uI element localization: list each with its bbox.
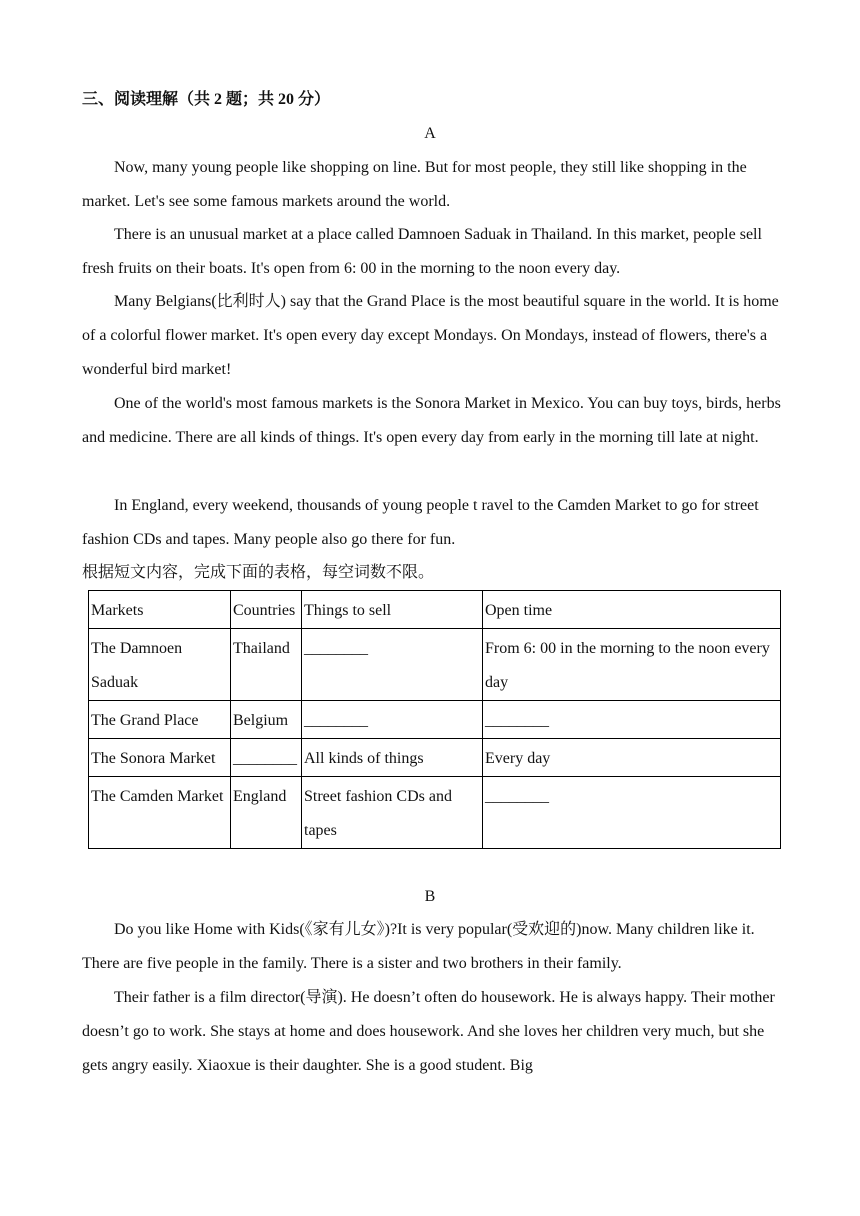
passage-a-paragraph-4: One of the world's most famous markets is the Sonora Market in Mexico. You can buy toys, birds, herbs and medicine. There are all kinds of things. It's open every day from early in the morning till late at night. xyxy=(82,395,781,446)
header-open-time: Open time xyxy=(483,591,781,629)
passage-a-paragraph-5: In England, every weekend, thousands of young people t ravel to the Camden Market to go for street fashion CDs and tapes. Many people also go there for fun. xyxy=(82,497,759,548)
passage-b-paragraph-2: Their father is a film director(导演). He doesn’t often do housework. He is always happy. Their mother doesn’t go to work. She stays at home and does housework. And she loves her children very much, but she gets angry easily. Xiaoxue is their daughter. She is a good student. Big xyxy=(82,989,775,1074)
cell-market: The Sonora Market xyxy=(89,739,231,777)
passage-a-paragraph-1: Now, many young people like shopping on line. But for most people, they still like shopping in the market. Let's see some famous markets around the world. xyxy=(82,159,747,210)
table-header-row xyxy=(89,591,781,629)
table-row xyxy=(89,739,781,777)
header-things-to-sell: Things to sell xyxy=(302,591,483,629)
table-row xyxy=(89,629,781,701)
market-table xyxy=(88,590,781,849)
table-instruction: 根据短文内容，完成下面的表格，每空词数不限。 xyxy=(82,564,435,581)
table-row xyxy=(89,777,781,849)
passage-a-paragraph-3: Many Belgians(比利时人) say that the Grand Place is the most beautiful square in the world. It is home of a colorful flower market. It's open every day except Mondays. On Mondays, instead of flowers, there's a wonderful bird market! xyxy=(82,293,779,378)
cell-open-time: Every day xyxy=(483,739,781,777)
cell-things: All kinds of things xyxy=(302,739,483,777)
cell-country: Thailand xyxy=(231,629,302,701)
cell-market: The Camden Market xyxy=(89,777,231,849)
cell-country: Belgium xyxy=(231,701,302,739)
cell-blank[interactable]: ________ xyxy=(302,629,483,701)
passage-b-label: B xyxy=(424,888,436,905)
cell-country: England xyxy=(231,777,302,849)
header-markets: Markets xyxy=(89,591,231,629)
passage-a-paragraph-2: There is an unusual market at a place called Damnoen Saduak in Thailand. In this market, people sell fresh fruits on their boats. It's open from 6: 00 in the morning to the noon every day. xyxy=(82,226,762,277)
passage-b-paragraph-1: Do you like Home with Kids(《家有儿女》)?It is very popular(受欢迎的)now. Many children like it. There are five people in the family. There is a sister and two brothers in their family. xyxy=(82,921,755,972)
cell-open-time: From 6: 00 in the morning to the noon every day xyxy=(483,629,781,701)
cell-blank[interactable]: ________ xyxy=(483,701,781,739)
cell-blank[interactable]: ________ xyxy=(483,777,781,849)
table-row xyxy=(89,701,781,739)
passage-a-label: A xyxy=(424,125,436,142)
header-countries: Countries xyxy=(231,591,302,629)
section-heading: 三、阅读理解（共 2 题；共 20 分） xyxy=(82,91,331,108)
cell-things: Street fashion CDs and tapes xyxy=(302,777,483,849)
cell-market: The Damnoen Saduak xyxy=(89,629,231,701)
cell-blank[interactable]: ________ xyxy=(231,739,302,777)
cell-blank[interactable]: ________ xyxy=(302,701,483,739)
cell-market: The Grand Place xyxy=(89,701,231,739)
